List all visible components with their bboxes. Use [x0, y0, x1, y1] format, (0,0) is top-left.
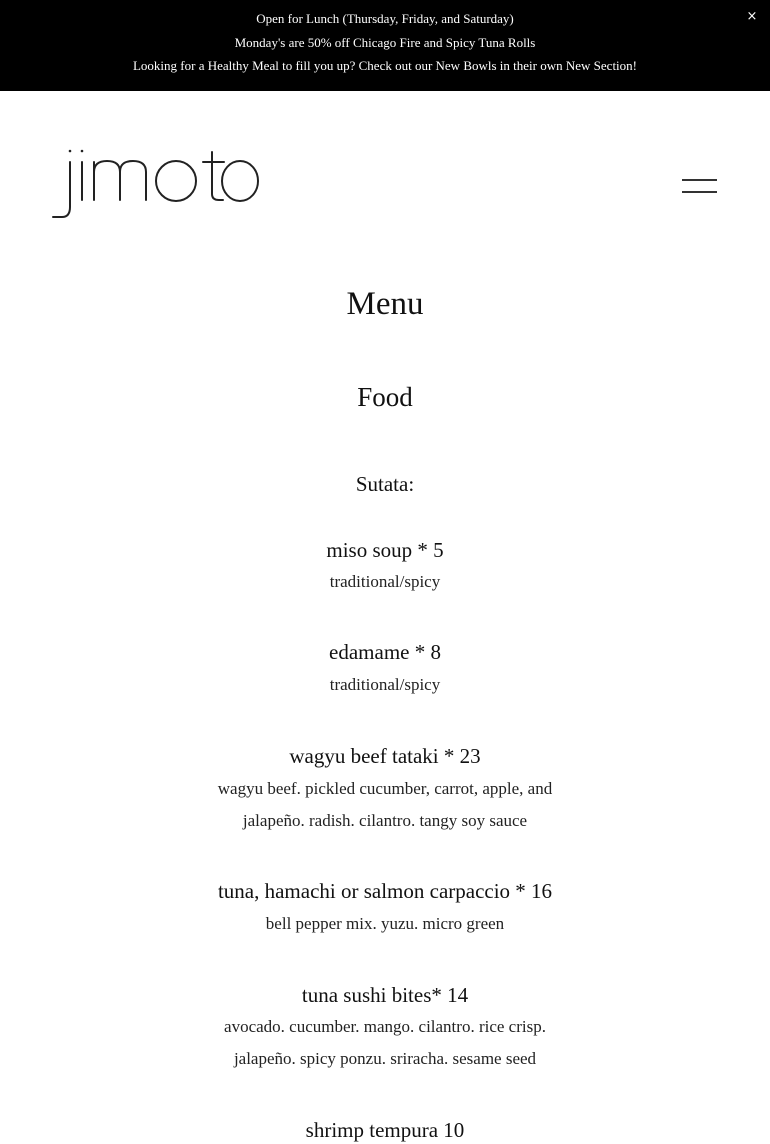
menu-item-description: traditional/spicy	[329, 572, 441, 591]
menu-item-description: jalapeño. spicy ponzu. sriracha. sesame seed	[233, 1049, 537, 1068]
menu-item-description: wagyu beef. pickled cucumber, carrot, apple, and	[217, 779, 553, 798]
menu-item-name: tuna sushi bites* 14	[301, 983, 469, 1007]
announcement-line-lunch: Open for Lunch (Thursday, Friday, and Saturday)	[256, 11, 514, 26]
menu-item-name: miso soup * 5	[326, 538, 444, 562]
menu-item-name: wagyu beef tataki * 23	[289, 744, 481, 768]
menu-item-name: edamame * 8	[329, 640, 441, 664]
menu-item-description: bell pepper mix. yuzu. micro green	[265, 914, 505, 933]
site-logo[interactable]	[50, 140, 265, 225]
category-title-sutata: Sutata:	[355, 472, 415, 496]
menu-item-description: avocado. cucumber. mango. cilantro. rice crisp.	[224, 1017, 546, 1036]
announcement-bar	[0, 0, 770, 91]
menu-bar-bottom	[682, 191, 717, 193]
logo-text: jimoto	[50, 140, 53, 141]
menu-bar-top	[682, 179, 717, 181]
page-title: Menu	[346, 286, 424, 322]
menu-item-description: jalapeño. radish. cilantro. tangy soy sauce	[242, 811, 528, 830]
menu-item-name: tuna, hamachi or salmon carpaccio * 16	[217, 879, 553, 903]
menu-item-description: traditional/spicy	[329, 675, 441, 694]
menu-item-name: shrimp tempura 10	[305, 1118, 465, 1142]
announcement-line-monday: Monday's are 50% off Chicago Fire and Spicy Tuna Rolls	[234, 35, 536, 50]
close-icon[interactable]: ×	[746, 9, 758, 24]
announcement-line-bowls: Looking for a Healthy Meal to fill you up? Check out our New Bowls in their own New Section!	[132, 58, 637, 73]
hamburger-menu-icon[interactable]	[676, 170, 722, 202]
section-title-food: Food	[357, 382, 413, 412]
